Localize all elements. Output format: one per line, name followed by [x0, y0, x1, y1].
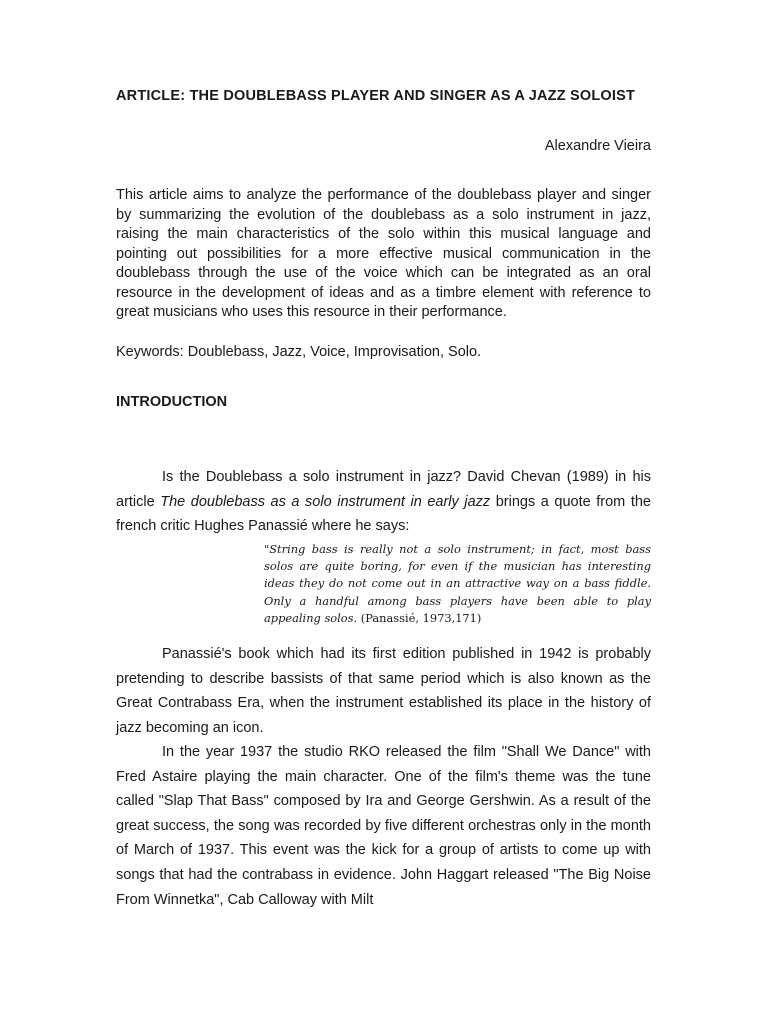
section-heading-introduction: INTRODUCTION	[116, 394, 228, 410]
abstract-paragraph: This article aims to analyze the performance of the doublebass player and singer by summarizing the evolution of the doublebass as a solo instrument in jazz, raising the main characteristics of the solo within this musical language and pointing out possibilities for a more effective musical communication in the doublebass through the use of the voice which can be integrated as an oral resource in the development of ideas and as a timbre element with reference to great musicians who uses this resource in their performance.	[116, 187, 651, 320]
quote-citation: (Panassié, 1973,171)	[360, 610, 482, 625]
cited-article-title: The doublebass as a solo instrument in early jazz	[160, 493, 491, 510]
article-title: ARTICLE: THE DOUBLEBASS PLAYER AND SINGER AS A JAZZ SOLOIST	[116, 88, 636, 104]
author-name: Alexandre Vieira	[544, 138, 651, 154]
keywords-line: Keywords: Doublebass, Jazz, Voice, Improvisation, Solo.	[116, 344, 482, 360]
quote-text: "String bass is really not a solo instrument; in fact, most bass solos are quite boring, for even if the musician has interesting ideas they do not come out in an attractive way on a bass fiddle. Only a handful among bass players have been able to play appealing solos.	[264, 542, 651, 625]
para1-text-before: Is the Doublebass a solo instrument in jazz? David Chevan (1989) in his article	[116, 469, 651, 510]
para1-text-after: brings a quote from the french critic Hughes Panassié where he says:	[116, 493, 651, 535]
intro-paragraph-1	[116, 465, 651, 539]
intro-paragraph-2: Panassié's book which had its first edition published in 1942 is probably pretending to describe bassists of that same period which is also known as the Great Contrabass Era, when the instrument established its place in the history of jazz becoming an icon.	[116, 646, 651, 736]
block-quote	[264, 541, 651, 627]
intro-paragraph-3: In the year 1937 the studio RKO released the film "Shall We Dance" with Fred Astaire playing the main character. One of the film's theme was the tune called "Slap That Bass" composed by Ira and George Gershwin. As a result of the great success, the song was recorded by five different orchestras only in the month of March of 1937. This event was the kick for a group of artists to come up with songs that had the contrabass in evidence. John Haggart released "The Big Noise From Winnetka", Cab Calloway with Milt	[116, 744, 651, 908]
